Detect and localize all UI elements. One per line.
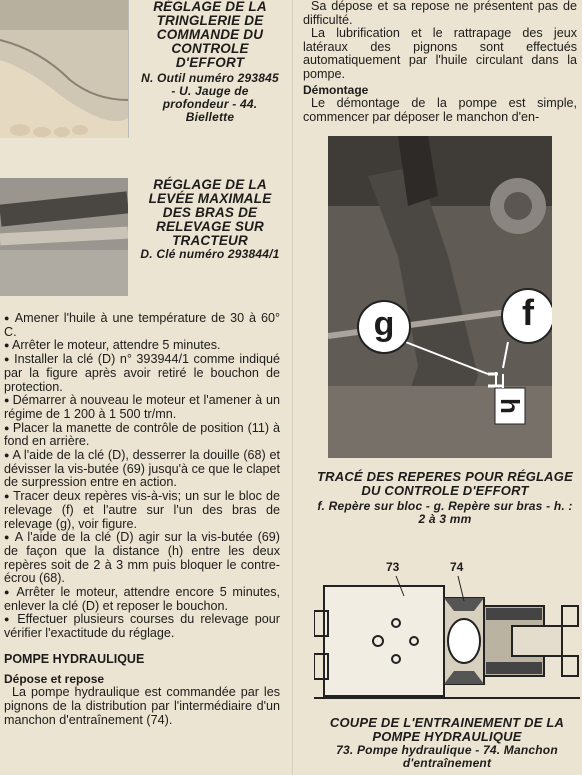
subheading-demontage: Démontage: [303, 82, 369, 97]
caption-tringlerie-title: RÉGLAGE DE LA TRINGLERIE DE COMMANDE DU CONTROLE D'EFFORT: [153, 0, 267, 70]
right-para-1: Sa dépose et sa repose ne présentent pas de difficulté.: [303, 0, 577, 27]
label-g-circle: [357, 300, 411, 354]
pump-diagram: [314, 560, 580, 708]
step-7: ● Tracer deux repères vis-à-vis; un sur le bloc de relevage (f) et l'autre sur l'un des bras de relevage (g), voir figure.: [4, 490, 280, 531]
photo-reperes: [328, 136, 552, 458]
demontage-paragraph: Le démontage de la pompe est simple, commencer par déposer le manchon d'en-: [303, 96, 577, 124]
photo-foot: [0, 0, 129, 138]
label-f: f: [522, 292, 534, 333]
step-5: ● Placer la manette de contrôle de position (11) à fond en arrière.: [4, 422, 280, 449]
step-3: ● Installer la clé (D) n° 393944/1 comme indiqué par la figure après avoir retiré le bouchon de protection.: [4, 353, 280, 394]
diagram-label-73: 73: [386, 560, 400, 574]
caption-tringlerie-desc: N. Outil numéro 293845 - U. Jauge de profondeur - 44. Biellette: [141, 71, 279, 124]
label-g: g: [373, 305, 395, 343]
step-4: ● Démarrer à nouveau le moteur et l'amener à un régime de 1 200 à 1 500 tr/mn.: [4, 394, 280, 421]
depose-paragraph: La pompe hydraulique est commandée par les pignons de la distribution par l'intermédiaire d'un manchon d'entraînement (74).: [4, 685, 280, 727]
left-procedure: [4, 312, 280, 727]
step-10: ● Effectuer plusieurs courses du relevage pour vérifier l'exactitude du réglage.: [4, 613, 280, 640]
step-9: ● Arrêter le moteur, attendre encore 5 minutes, enlever la clé (D) et reposer le bouchon.: [4, 586, 280, 613]
right-text: [303, 0, 577, 124]
diagram-label-74: 74: [450, 560, 464, 574]
caption-reperes-title: TRACÉ DES REPERES POUR RÉGLAGE DU CONTROLE D'EFFORT: [317, 469, 573, 498]
step-6: ● A l'aide de la clé (D), desserrer la douille (68) et dévisser la vis-butée (69) jusqu'à ce que le clapet de surpression entre en action.: [4, 449, 280, 490]
caption-reperes-desc: f. Repère sur bloc - g. Repère sur bras - h. : 2 à 3 mm: [317, 499, 573, 526]
subheading-depose: Dépose et repose: [4, 671, 105, 686]
step-1: ● Amener l'huile à une température de 30 à 60° C.: [4, 312, 280, 339]
caption-coupe-title: COUPE DE L'ENTRAINEMENT DE LA POMPE HYDRAULIQUE: [329, 715, 565, 744]
caption-coupe-desc: 73. Pompe hydraulique - 74. Manchon d'entraînement: [336, 743, 558, 770]
caption-levee-desc: D. Clé numéro 293844/1: [140, 247, 280, 261]
column-divider: [292, 0, 293, 775]
right-para-2: La lubrification et le rattrapage des jeux latéraux des pignons sont effectués automatiquement par l'huile circulant dans la pompe.: [303, 26, 577, 81]
label-f-circle: [501, 288, 552, 344]
caption-tringlerie: [140, 0, 280, 124]
step-8: ● A l'aide de la clé (D) agir sur la vis-butée (69) de façon que la distance (h) entre les deux repères soit de 2 à 3 mm puis bloquer le contre-écrou (68).: [4, 531, 280, 586]
section-heading-pompe: POMPE HYDRAULIQUE: [4, 651, 145, 666]
caption-reperes: [314, 470, 576, 526]
photo-lever: [0, 178, 128, 296]
step-2: ● Arrêter le moteur, attendre 5 minutes.: [4, 339, 280, 353]
label-h-box: [492, 391, 528, 421]
caption-coupe: [316, 716, 578, 770]
label-h: h: [495, 398, 525, 414]
caption-levee-title: RÉGLAGE DE LA LEVÉE MAXIMALE DES BRAS DE RELEVAGE SUR TRACTEUR: [148, 177, 272, 248]
caption-levee: [140, 178, 280, 261]
